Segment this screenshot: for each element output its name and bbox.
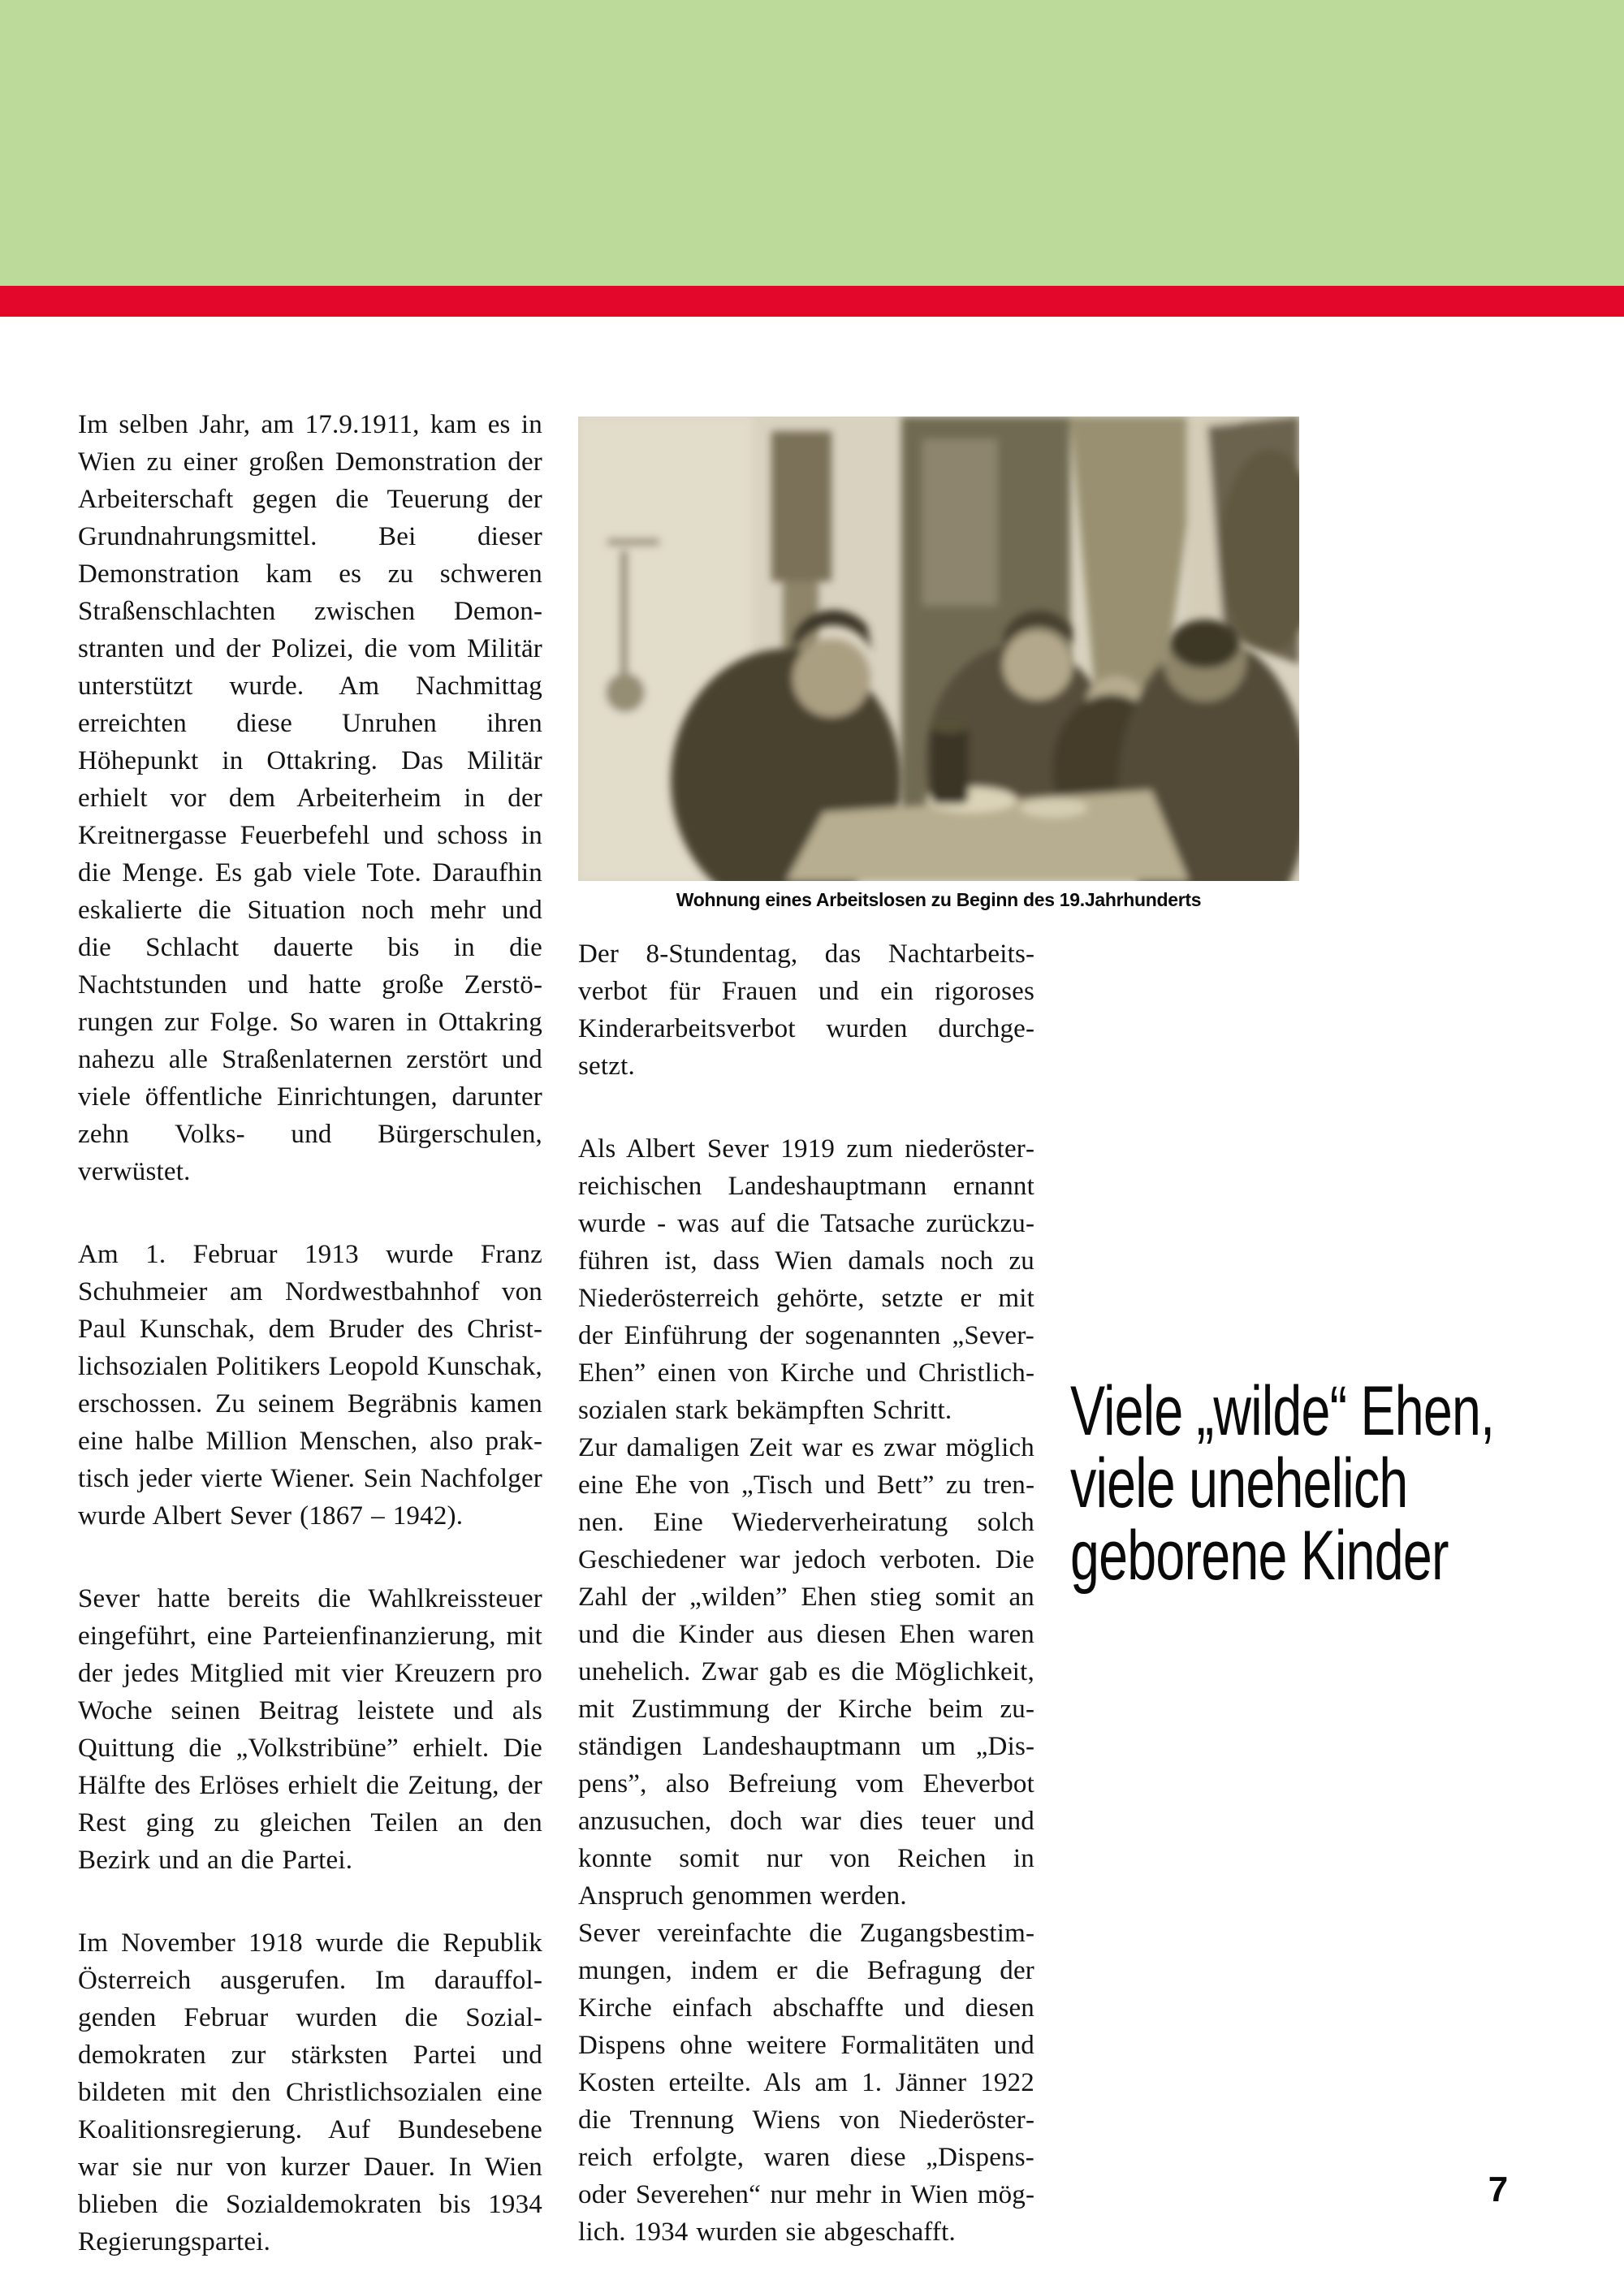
paragraph-dispens: Sever vereinfachte die Zugangsbestimmungen, indem er die Befragung der Kirche einfach abschaffte und diesen Dispens ohne weitere Formalitäten und Kosten erteilte. Als am 1. Jänner 1922 die Trennung Wiens von Niederösterreich erfolgte, waren diese „Dispens- oder Severehen“ nur mehr in Wien möglich. 1934 wurden sie abgeschafft. — [578, 1919, 1034, 2247]
paragraph-republik-1918: Im November 1918 wurde die Republik Österreich ausgerufen. Im darauffolgenden Februar wurden die Sozialdemokraten zur stärksten Partei und bildeten mit den Christlichsozialen eine Koalitionsregierung. Auf Bundesebene war sie nur von kurzer Dauer. In Wien blieben die Sozialdemokraten bis 1934 Regierungspartei. — [78, 1928, 542, 2256]
pull-quote-line: viele unehelich — [1070, 1444, 1408, 1522]
paragraph-sever-ehen: Als Albert Sever 1919 zum niederösterreichischen Landeshauptmann ernannt wurde - was auf die Tatsache zurückzuführen ist, dass Wien damals noch zu Niederösterreich gehörte, setzte er mit der Einführung der sogenannten „Sever-Ehen” einen von Kirche und Christlichsozialen stark bekämpften Schritt. — [578, 1134, 1034, 1425]
paragraph-8-stundentag: Der 8-Stundentag, das Nachtarbeitsverbot für Frauen und ein rigoroses Kinderarbeitsverbot wurden durchgesetzt. — [578, 939, 1034, 1081]
photo-caption: Wohnung eines Arbeitslosen zu Beginn des 19.Jahrhunderts — [676, 889, 1202, 910]
paragraph-wahlkreissteuer: Sever hatte bereits die Wahlkreissteuer eingeführt, eine Parteienfinanzierung, mit der jedes Mitglied mit vier Kreuzern pro Woche seinen Beitrag leistete und als Quittung die „Volkstribüne” erhielt. Die Hälfte des Erlöses erhielt die Zeitung, der Rest ging zu gleichen Teilen an den Bezirk und an die Partei. — [78, 1584, 542, 1875]
historical-photo-figure — [578, 417, 1299, 911]
pull-quote-line: geborene Kinder — [1070, 1517, 1449, 1595]
page-number: 7 — [1488, 2170, 1509, 2209]
header-green-band — [0, 0, 1624, 286]
middle-text-column — [578, 935, 1034, 2251]
paragraph-schuhmeier-1913: Am 1. Februar 1913 wurde Franz Schuhmeier am Nordwestbahnhof von Paul Kunschak, dem Bruder des Christlichsozialen Politikers Leopold Kunschak, erschossen. Zu seinem Begräbnis kamen eine halbe Million Menschen, also praktisch jeder vierte Wiener. Sein Nachfolger wurde Albert Sever (1867 – 1942). — [78, 1240, 542, 1531]
paragraph-wilde-ehen: Zur damaligen Zeit war es zwar möglich eine Ehe von „Tisch und Bett” zu trennen. Eine Wiederverheiratung solch Geschiedener war jedoch verboten. Die Zahl der „wilden” Ehen stieg somit an und die Kinder aus diesen Ehen waren unehelich. Zwar gab es die Möglichkeit, mit Zustimmung der Kirche beim zuständigen Landeshauptmann um „Dispens”, also Befreiung vom Eheverbot anzusuchen, doch war dies teuer und konnte somit nur von Reichen in Anspruch genommen werden. — [578, 1433, 1034, 1911]
pull-quote-line: Viele „wilde“ Ehen, — [1070, 1372, 1495, 1450]
left-text-column — [78, 406, 542, 2293]
historical-photo — [578, 417, 1299, 881]
pull-quote — [1070, 1372, 1545, 1595]
paragraph-demonstration-1911: Im selben Jahr, am 17.9.1911, kam es in Wien zu einer großen Demonstration der Arbeiterschaft gegen die Teuerung der Grundnahrungsmittel. Bei dieser Demonstration kam es zu schweren Straßenschlachten zwischen Demonstranten und der Polizei, die vom Militär unterstützt wurde. Am Nachmittag erreichten diese Unruhen ihren Höhepunkt in Ottakring. Das Militär erhielt vor dem Arbeiterheim in der Kreitnergasse Feuerbefehl und schoss in die Menge. Es gab viele Tote. Daraufhin eskalierte die Situation noch mehr und die Schlacht dauerte bis in die Nachtstunden und hatte große Zerstörungen zur Folge. So waren in Ottakring nahezu alle Straßenlaternen zerstört und viele öffentliche Einrichtungen, darunter zehn Volks- und Bürgerschulen, verwüstet. — [78, 410, 542, 1186]
header-red-stripe — [0, 286, 1624, 317]
